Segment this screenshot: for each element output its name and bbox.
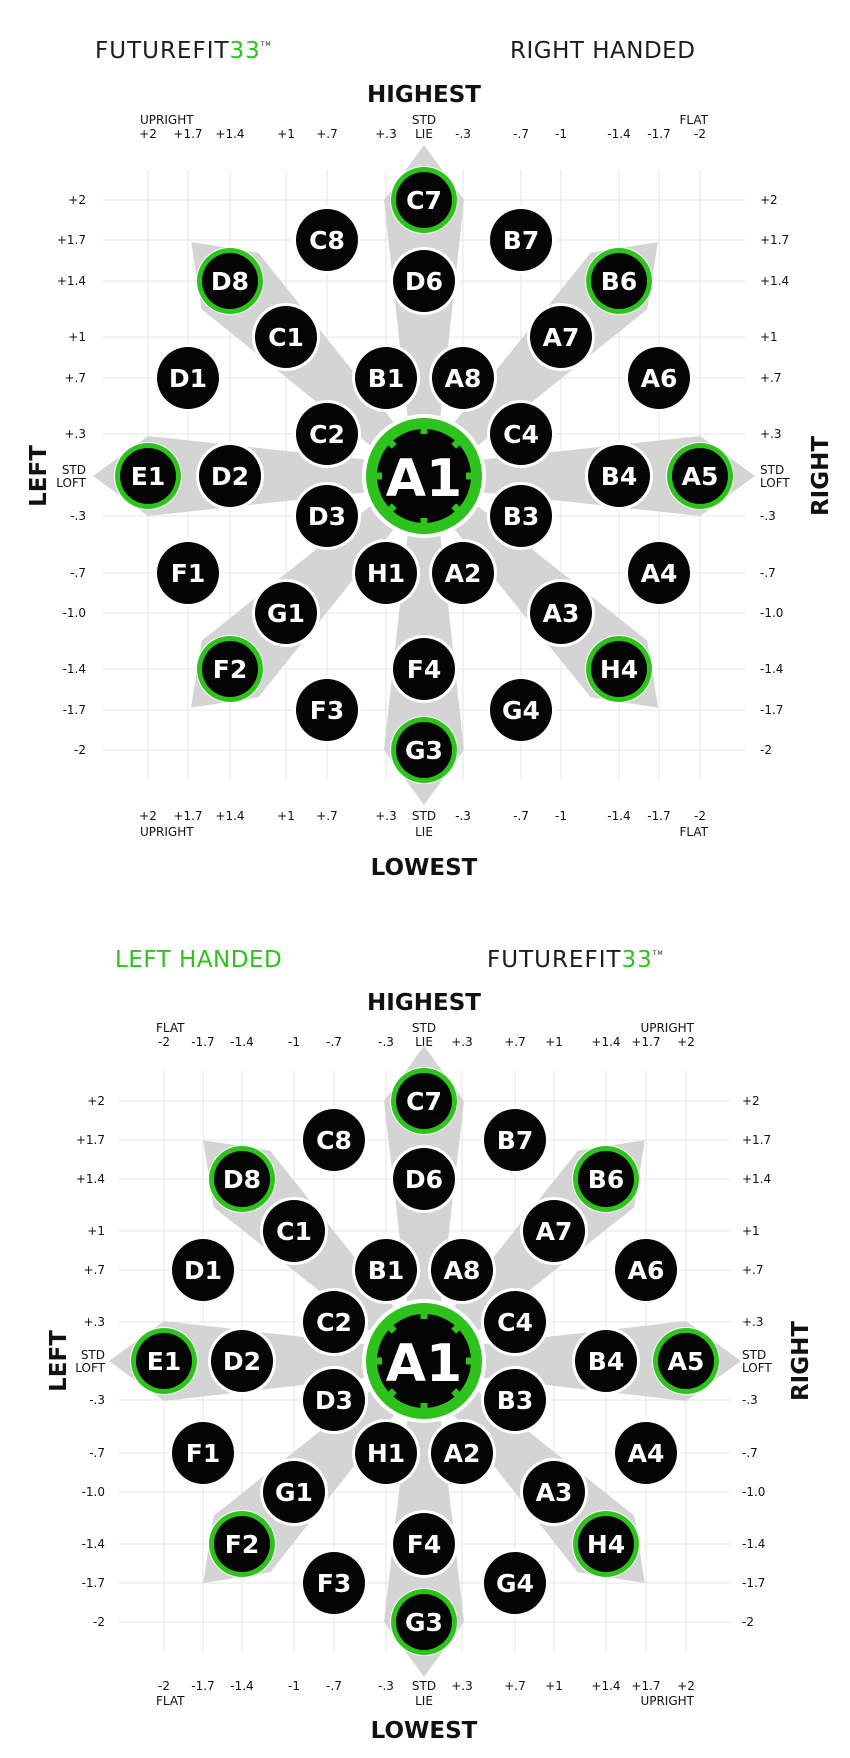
y-tick-right: -1.0	[760, 606, 784, 620]
cell-H4[interactable]	[572, 1510, 640, 1578]
x-tick-bottom: -1.7	[191, 1679, 215, 1693]
y-tick-left: +1.7	[75, 1133, 105, 1147]
cell-C4[interactable]	[487, 400, 555, 468]
y-tick-right: +.3	[742, 1315, 764, 1329]
cell-A7[interactable]	[527, 303, 595, 371]
cell-D3[interactable]	[293, 482, 361, 550]
cell-A4[interactable]	[625, 539, 693, 607]
x-tick-top: -1	[555, 127, 567, 141]
y-tick-left-sub: LOFT	[56, 476, 86, 490]
x-tick-top: STD	[411, 113, 437, 127]
highest-label: HIGHEST	[367, 990, 481, 1016]
cell-label: C4	[503, 420, 539, 449]
cell-label: B4	[587, 1347, 625, 1376]
cell-F2[interactable]	[208, 1510, 276, 1578]
center-cell-A1[interactable]	[362, 414, 486, 538]
cell-A8[interactable]	[428, 1236, 496, 1304]
cell-F4[interactable]	[390, 635, 458, 703]
x-tick-bottom: +.7	[504, 1679, 526, 1693]
cell-label: G4	[496, 1569, 534, 1598]
y-tick-left: -1.7	[81, 1576, 105, 1590]
y-tick-right: -.7	[742, 1446, 758, 1460]
cell-label: A2	[444, 559, 482, 588]
y-tick-right: -1.0	[742, 1485, 766, 1499]
x-tick-bottom: -.7	[513, 809, 529, 823]
y-tick-right: -2	[742, 1615, 754, 1629]
cell-label: B3	[496, 1386, 534, 1415]
cell-label: B6	[587, 1165, 625, 1194]
y-tick-right: +1	[742, 1224, 760, 1238]
x-tick-bottom: -1.4	[230, 1679, 254, 1693]
y-tick-left: -.3	[70, 509, 86, 523]
cell-label: G4	[502, 696, 540, 725]
x-axis-left-word-top: FLAT	[156, 1021, 185, 1035]
y-tick-right: +1.7	[742, 1133, 772, 1147]
cell-label: B1	[367, 364, 405, 393]
y-tick-left: +.7	[83, 1263, 105, 1277]
x-axis-left-word-top: UPRIGHT	[140, 113, 194, 127]
x-tick-bottom: +1	[277, 809, 295, 823]
y-tick-left: -.7	[89, 1446, 105, 1460]
cell-label: A8	[444, 364, 482, 393]
cell-label: F2	[224, 1530, 260, 1559]
cell-D8[interactable]	[196, 247, 264, 315]
cell-label: B7	[496, 1126, 534, 1155]
cell-A6[interactable]	[625, 344, 693, 412]
center-notch	[454, 1326, 460, 1332]
x-tick-top: -1.4	[607, 127, 631, 141]
x-tick-bottom: +.3	[375, 809, 397, 823]
cell-D6[interactable]	[390, 1145, 458, 1213]
x-tick-top: +.3	[451, 1035, 473, 1049]
x-tick-top: -.3	[378, 1035, 394, 1049]
cell-label: B3	[502, 502, 540, 531]
x-tick-top: +2	[677, 1035, 695, 1049]
y-tick-right: STD	[760, 463, 785, 477]
y-tick-right: -.7	[760, 566, 776, 580]
y-tick-right: -.3	[742, 1393, 758, 1407]
y-tick-left: +.3	[64, 427, 86, 441]
cell-label: G3	[405, 736, 443, 765]
cell-D3[interactable]	[300, 1366, 368, 1434]
x-tick-top: -1.7	[647, 127, 671, 141]
x-tick-bottom: -.3	[378, 1679, 394, 1693]
y-tick-left: -1.4	[62, 662, 86, 676]
x-tick-bottom: -2	[694, 809, 706, 823]
cell-G4[interactable]	[481, 1549, 549, 1617]
x-tick-top: -1.7	[191, 1035, 215, 1049]
y-tick-left: +.7	[64, 371, 86, 385]
cell-A2[interactable]	[428, 1419, 496, 1487]
brand-wordmark	[487, 947, 664, 973]
brand-tm: TM	[652, 950, 664, 957]
y-tick-left: +2	[68, 193, 86, 207]
x-tick-bottom: +1.7	[173, 809, 203, 823]
y-tick-left: +1.7	[56, 233, 86, 247]
x-tick-top: +.3	[375, 127, 397, 141]
cell-F3[interactable]	[300, 1549, 368, 1617]
cell-label: A6	[627, 1256, 665, 1285]
cell-label: B1	[367, 1256, 405, 1285]
y-tick-left: +.3	[83, 1315, 105, 1329]
cell-A4[interactable]	[612, 1419, 680, 1487]
cell-C2[interactable]	[300, 1288, 368, 1356]
cell-B7[interactable]	[487, 206, 555, 274]
cell-label: F1	[185, 1439, 221, 1468]
x-tick-bottom: +1	[545, 1679, 563, 1693]
cell-label: A6	[640, 364, 678, 393]
cell-A8[interactable]	[429, 344, 497, 412]
cell-label: B7	[502, 226, 540, 255]
x-tick-top-sub: LIE	[415, 127, 433, 141]
cell-label: E1	[130, 462, 166, 491]
cell-label: C2	[309, 420, 345, 449]
cell-label: H1	[366, 559, 406, 588]
cell-G1[interactable]	[260, 1458, 328, 1526]
y-tick-right: -1.4	[760, 662, 784, 676]
lowest-label: LOWEST	[370, 1718, 478, 1744]
cell-A3[interactable]	[527, 579, 595, 647]
y-tick-right: +.7	[760, 371, 782, 385]
center-notch	[454, 441, 460, 447]
cell-E1[interactable]	[130, 1327, 198, 1395]
cell-D6[interactable]	[390, 247, 458, 315]
y-tick-right: STD	[742, 1348, 767, 1362]
cell-label: C4	[497, 1308, 533, 1337]
cell-label: A3	[535, 1478, 573, 1507]
x-tick-top: -.7	[513, 127, 529, 141]
cell-A7[interactable]	[520, 1197, 588, 1265]
cell-label: H1	[366, 1439, 406, 1468]
cell-label: D8	[222, 1165, 262, 1194]
brand-main-text: FUTUREFIT	[95, 38, 230, 64]
right-label: RIGHT	[808, 435, 834, 517]
cell-label: A7	[542, 323, 580, 352]
cell-D2[interactable]	[208, 1327, 276, 1395]
cell-D1[interactable]	[169, 1236, 237, 1304]
chart-panel-right	[26, 38, 834, 881]
x-tick-top: +.7	[316, 127, 338, 141]
cell-C1[interactable]	[252, 303, 320, 371]
cell-label: H4	[599, 655, 639, 684]
x-tick-bottom: -2	[158, 1679, 170, 1693]
x-tick-top: -1	[288, 1035, 300, 1049]
left-label: LEFT	[26, 445, 52, 507]
x-tick-top: -.7	[326, 1035, 342, 1049]
cell-C7[interactable]	[390, 1067, 458, 1135]
chart-panel-left	[46, 947, 814, 1744]
cell-B6[interactable]	[585, 247, 653, 315]
cell-B4[interactable]	[585, 442, 653, 510]
x-tick-bottom: +1.4	[215, 809, 245, 823]
handedness-label: LEFT HANDED	[115, 947, 283, 973]
y-tick-left: -1.7	[62, 703, 86, 717]
y-tick-left: -.3	[89, 1393, 105, 1407]
cell-D2[interactable]	[196, 442, 264, 510]
cell-E1[interactable]	[114, 442, 182, 510]
x-axis-left-word-bottom: FLAT	[156, 1694, 185, 1708]
y-tick-right: +.7	[742, 1263, 764, 1277]
cell-D8[interactable]	[208, 1145, 276, 1213]
y-tick-left: STD	[61, 463, 86, 477]
y-tick-right: -.3	[760, 509, 776, 523]
cell-label: D6	[404, 267, 444, 296]
cell-A3[interactable]	[520, 1458, 588, 1526]
cell-G1[interactable]	[252, 579, 320, 647]
cell-A2[interactable]	[429, 539, 497, 607]
cell-label: F3	[316, 1569, 352, 1598]
cell-label: F3	[309, 696, 345, 725]
cell-label: D8	[210, 267, 250, 296]
cell-B1[interactable]	[352, 1236, 420, 1304]
y-tick-left: -2	[74, 743, 86, 757]
cell-B3[interactable]	[481, 1366, 549, 1434]
cell-label: C2	[316, 1308, 352, 1337]
y-tick-right-sub: LOFT	[742, 1361, 772, 1375]
x-tick-bottom: +2	[139, 809, 157, 823]
cell-H4[interactable]	[585, 635, 653, 703]
x-tick-top: +1	[277, 127, 295, 141]
brand-wordmark	[95, 38, 272, 64]
cell-label: D2	[210, 462, 250, 491]
x-tick-top: +1.7	[631, 1035, 661, 1049]
cell-label: D6	[404, 1165, 444, 1194]
cell-label: G3	[405, 1608, 443, 1637]
center-cell-A1[interactable]	[362, 1299, 486, 1423]
y-tick-right: -2	[760, 743, 772, 757]
cell-H1[interactable]	[352, 539, 420, 607]
y-tick-right: -1.7	[760, 703, 784, 717]
x-tick-top: -.3	[455, 127, 471, 141]
cell-label: F4	[406, 1530, 442, 1559]
x-tick-top: +1.7	[173, 127, 203, 141]
x-tick-top: +.7	[504, 1035, 526, 1049]
cell-label: B4	[600, 462, 638, 491]
y-tick-right: +2	[742, 1094, 760, 1108]
y-tick-right: +1.4	[760, 274, 790, 288]
cell-C7[interactable]	[390, 166, 458, 234]
cell-B4[interactable]	[572, 1327, 640, 1395]
y-tick-left: +1.4	[56, 274, 86, 288]
right-label: RIGHT	[788, 1320, 814, 1402]
cell-F4[interactable]	[390, 1510, 458, 1578]
cell-label: F2	[212, 655, 248, 684]
y-tick-right: +.3	[760, 427, 782, 441]
cell-label: C7	[406, 1087, 442, 1116]
y-tick-right: +1.4	[742, 1172, 772, 1186]
x-tick-top: +1	[545, 1035, 563, 1049]
cell-C1[interactable]	[260, 1197, 328, 1265]
cell-B6[interactable]	[572, 1145, 640, 1213]
cell-label: F1	[170, 559, 206, 588]
x-axis-right-word-bottom: UPRIGHT	[640, 1694, 694, 1708]
brand-tm: TM	[260, 41, 272, 48]
x-tick-bottom: +2	[677, 1679, 695, 1693]
cell-label: D3	[307, 502, 347, 531]
cell-label: A5	[681, 462, 719, 491]
cell-B7[interactable]	[481, 1106, 549, 1174]
y-tick-left: -1.0	[81, 1485, 105, 1499]
brand-main-text: FUTUREFIT	[487, 947, 622, 973]
cell-label: G1	[267, 599, 305, 628]
cell-label: C8	[309, 226, 345, 255]
cell-label: A4	[627, 1439, 665, 1468]
center-notch	[389, 441, 395, 447]
y-tick-left-sub: LOFT	[75, 1361, 105, 1375]
cell-label: C1	[276, 1217, 312, 1246]
cell-label: F4	[406, 655, 442, 684]
x-tick-top-sub: LIE	[415, 1035, 433, 1049]
y-tick-left: +1	[68, 330, 86, 344]
cell-A5[interactable]	[666, 442, 734, 510]
x-tick-bottom: +1.7	[631, 1679, 661, 1693]
x-axis-right-word-bottom: FLAT	[679, 825, 708, 839]
x-tick-bottom: +.7	[316, 809, 338, 823]
x-tick-bottom: -1	[288, 1679, 300, 1693]
cell-label: A8	[443, 1256, 481, 1285]
cell-F1[interactable]	[154, 539, 222, 607]
cell-label: D3	[314, 1386, 354, 1415]
x-tick-top: +1.4	[215, 127, 245, 141]
cell-F1[interactable]	[169, 1419, 237, 1487]
x-tick-bottom: -.7	[326, 1679, 342, 1693]
x-tick-bottom-sub: LIE	[415, 825, 433, 839]
cell-C8[interactable]	[300, 1106, 368, 1174]
x-tick-bottom: STD	[411, 1679, 437, 1693]
center-label: A1	[385, 1334, 463, 1394]
x-tick-bottom: -1.4	[607, 809, 631, 823]
cell-label: D1	[183, 1256, 223, 1285]
cell-D1[interactable]	[154, 344, 222, 412]
cell-label: E1	[146, 1347, 182, 1376]
cell-label: A2	[443, 1439, 481, 1468]
x-tick-bottom-sub: LIE	[415, 1694, 433, 1708]
cell-label: A4	[640, 559, 678, 588]
brand-accent-text: 33	[229, 38, 261, 64]
cell-A5[interactable]	[652, 1327, 720, 1395]
cell-label: B6	[600, 267, 638, 296]
x-tick-top: +2	[139, 127, 157, 141]
left-label: LEFT	[46, 1330, 72, 1392]
cell-G4[interactable]	[487, 676, 555, 744]
brand-accent-text: 33	[621, 947, 653, 973]
cell-label: C1	[268, 323, 304, 352]
y-tick-left: STD	[80, 1348, 105, 1362]
x-tick-bottom: -1	[555, 809, 567, 823]
cell-A6[interactable]	[612, 1236, 680, 1304]
x-axis-left-word-bottom: UPRIGHT	[140, 825, 194, 839]
brand-logo	[95, 38, 272, 64]
cell-H1[interactable]	[352, 1419, 420, 1487]
cell-C8[interactable]	[293, 206, 361, 274]
cell-F3[interactable]	[293, 676, 361, 744]
y-tick-left: -.7	[70, 566, 86, 580]
y-tick-left: -2	[93, 1615, 105, 1629]
highest-label: HIGHEST	[367, 82, 481, 108]
cell-G3[interactable]	[390, 1588, 458, 1656]
cell-C2[interactable]	[293, 400, 361, 468]
x-tick-top: STD	[411, 1021, 437, 1035]
x-tick-top: -1.4	[230, 1035, 254, 1049]
cell-B3[interactable]	[487, 482, 555, 550]
cell-label: D1	[168, 364, 208, 393]
cell-label: C7	[406, 186, 442, 215]
x-tick-bottom: -.3	[455, 809, 471, 823]
brand-logo	[487, 947, 664, 973]
cell-label: H4	[586, 1530, 626, 1559]
cell-label: A7	[535, 1217, 573, 1246]
x-tick-top: +1.4	[591, 1035, 621, 1049]
x-tick-bottom: +.3	[451, 1679, 473, 1693]
cell-B1[interactable]	[352, 344, 420, 412]
y-tick-right: +2	[760, 193, 778, 207]
x-tick-top: -2	[158, 1035, 170, 1049]
x-tick-top: -2	[694, 127, 706, 141]
y-tick-left: +1	[87, 1224, 105, 1238]
cell-G3[interactable]	[390, 716, 458, 784]
x-tick-bottom: +1.4	[591, 1679, 621, 1693]
lowest-label: LOWEST	[370, 855, 478, 881]
x-axis-right-word-top: UPRIGHT	[640, 1021, 694, 1035]
cell-label: G1	[275, 1478, 313, 1507]
x-tick-bottom: STD	[411, 809, 437, 823]
x-tick-bottom: -1.7	[647, 809, 671, 823]
y-tick-left: -1.0	[62, 606, 86, 620]
y-tick-right: +1	[760, 330, 778, 344]
y-tick-left: +2	[87, 1094, 105, 1108]
cell-label: D2	[222, 1347, 262, 1376]
x-axis-right-word-top: FLAT	[679, 113, 708, 127]
y-tick-right-sub: LOFT	[760, 476, 790, 490]
y-tick-right: -1.4	[742, 1537, 766, 1551]
cell-label: A5	[667, 1347, 705, 1376]
y-tick-left: -1.4	[81, 1537, 105, 1551]
center-label: A1	[385, 449, 463, 509]
cell-label: C8	[316, 1126, 352, 1155]
handedness-label: RIGHT HANDED	[510, 38, 696, 64]
center-notch	[389, 1326, 395, 1332]
y-tick-right: -1.7	[742, 1576, 766, 1590]
cell-F2[interactable]	[196, 635, 264, 703]
cell-label: A3	[542, 599, 580, 628]
cell-C4[interactable]	[481, 1288, 549, 1356]
y-tick-right: +1.7	[760, 233, 790, 247]
y-tick-left: +1.4	[75, 1172, 105, 1186]
